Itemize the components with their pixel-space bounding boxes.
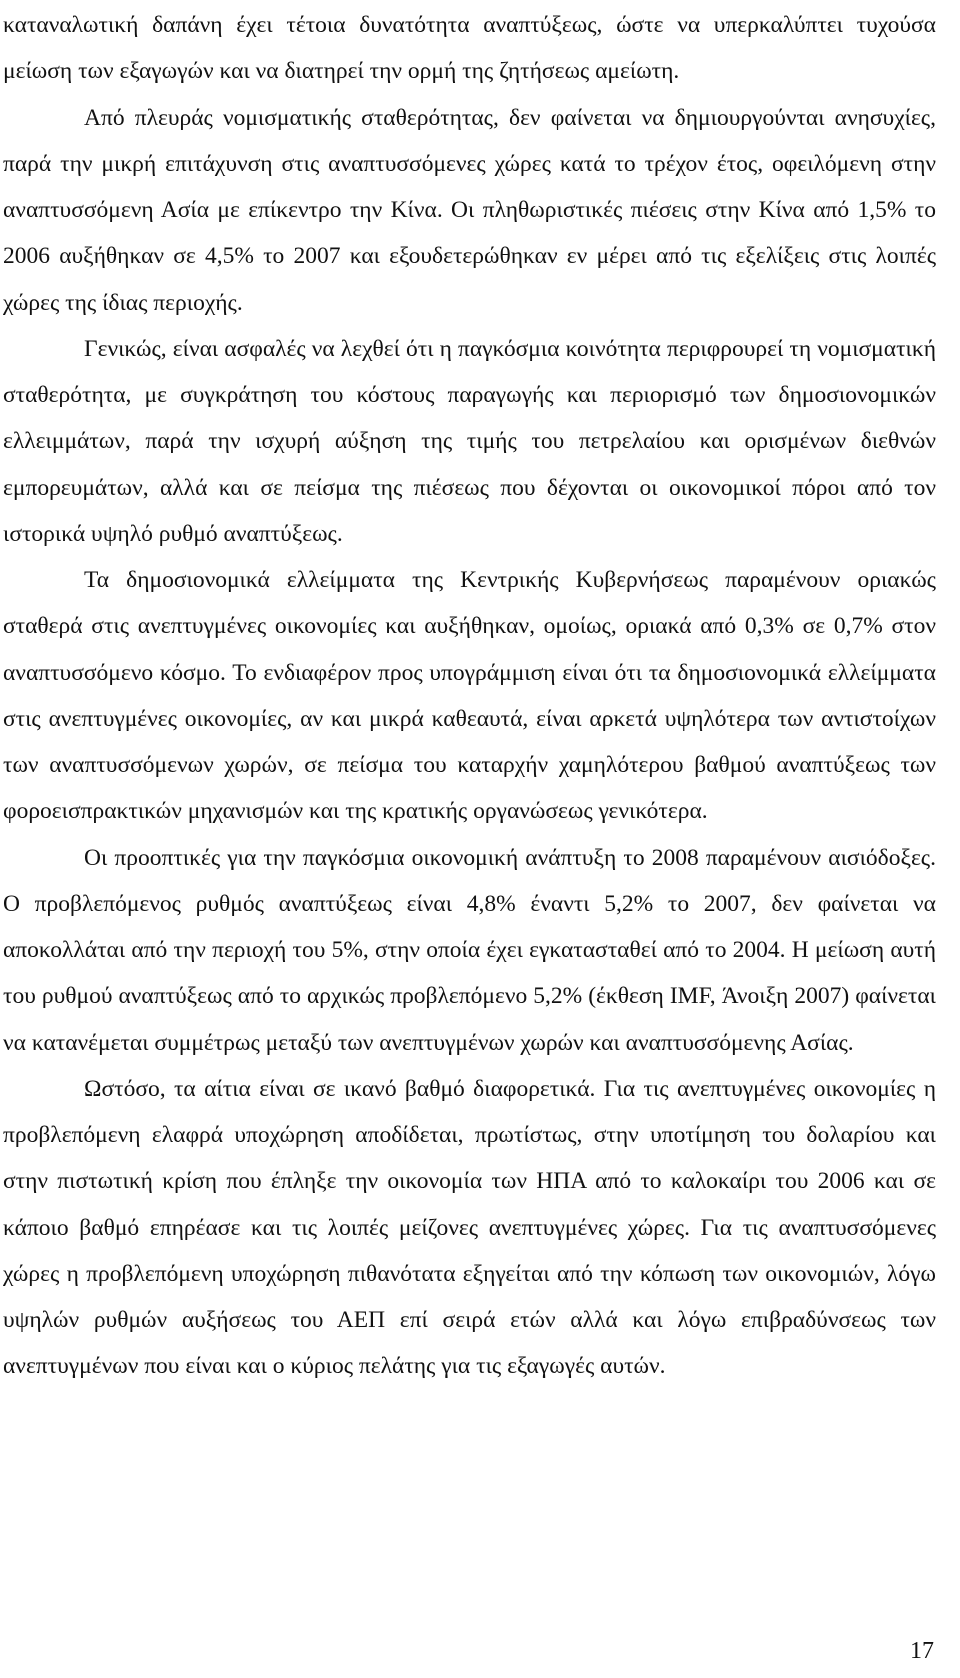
paragraph: Οι προοπτικές για την παγκόσμια οικονομική ανάπτυξη το 2008 παραμένουν αισιόδοξες. Ο προβλεπόμενος ρυθμός αναπτύξεως είναι 4,8% έναντι 5,2% το 2007, δεν φαίνεται να αποκολλάται από την περιοχή του 5%, στην οποία έχει εγκατασταθεί από το 2004. Η μείωση αυτή του ρυθμού αναπτύξεως από το αρχικώς προβλεπόμενο 5,2% (έκθεση IMF, Άνοιξη 2007) φαίνεται να κατανέμεται συμμέτρως μεταξύ των ανεπτυγμένων χωρών και αναπτυσσόμενης Ασίας.	[3, 844, 936, 1056]
page-number: 17	[910, 1638, 934, 1664]
paragraph: Από πλευράς νομισματικής σταθερότητας, δεν φαίνεται να δημιουργούνται ανησυχίες, παρά την μικρή επιτάχυνση στις αναπτυσσόμενες χώρες κατά το τρέχον έτος, οφειλόμενη στην αναπτυσσόμενη Ασία με επίκεντρο την Κίνα. Οι πληθωριστικές πιέσεις στην Κίνα από 1,5% το 2006 αυξήθηκαν σε 4,5% το 2007 και εξουδετερώθηκαν εν μέρει από τις εξελίξεις στις λοιπές χώρες της ίδιας περιοχής.	[3, 104, 936, 316]
paragraph: Ωστόσο, τα αίτια είναι σε ικανό βαθμό διαφορετικά. Για τις ανεπτυγμένες οικονομίες η προβλεπόμενη ελαφρά υποχώρηση αποδίδεται, πρωτίστως, στην υποτίμηση του δολαρίου και στην πιστωτική κρίση που έπληξε την οικονομία των ΗΠΑ από το καλοκαίρι του 2006 και σε κάποιο βαθμό επηρέασε και τις λοιπές μείζονες ανεπτυγμένες χώρες. Για τις αναπτυσσόμενες χώρες η προβλεπόμενη υποχώρηση πιθανότατα εξηγείται από την κόπωση των οικονομιών, λόγω υψηλών ρυθμών αυξήσεως του ΑΕΠ επί σειρά ετών αλλά και λόγω επιβραδύνσεως των ανεπτυγμένων που είναι και ο κύριος πελάτης για τις εξαγωγές αυτών.	[3, 1075, 936, 1380]
body-text	[3, 2, 936, 1390]
paragraph: Τα δημοσιονομικά ελλείμματα της Κεντρικής Κυβερνήσεως παραμένουν οριακώς σταθερά στις ανεπτυγμένες οικονομίες και αυξήθηκαν, ομοίως, οριακά από 0,3% σε 0,7% στον αναπτυσσόμενο κόσμο. Το ενδιαφέρον προς υπογράμμιση είναι ότι τα δημοσιονομικά ελλείμματα στις ανεπτυγμένες οικονομίες, αν και μικρά καθεαυτά, είναι αρκετά υψηλότερα των αντιστοίχων των αναπτυσσόμενων χωρών, σε πείσμα του καταρχήν χαμηλότερου βαθμού αναπτύξεως των φοροεισπρακτικών μηχανισμών και της κρατικής οργανώσεως γενικότερα.	[3, 567, 936, 825]
paragraph: καταναλωτική δαπάνη έχει τέτοια δυνατότητα αναπτύξεως, ώστε να υπερκαλύπτει τυχούσα μείωση των εξαγωγών και να διατηρεί την ορμή της ζητήσεως αμείωτη.	[3, 12, 936, 85]
paragraph: Γενικώς, είναι ασφαλές να λεχθεί ότι η παγκόσμια κοινότητα περιφρουρεί τη νομισματική σταθερότητα, με συγκράτηση του κόστους παραγωγής και περιορισμό των δημοσιονομικών ελλειμμάτων, παρά την ισχυρή αύξηση της τιμής του πετρελαίου και ορισμένων διεθνών εμπορευμάτων, αλλά και σε πείσμα της πιέσεως που δέχονται οι οικονομικοί πόροι από τον ιστορικά υψηλό ρυθμό αναπτύξεως.	[3, 335, 936, 547]
